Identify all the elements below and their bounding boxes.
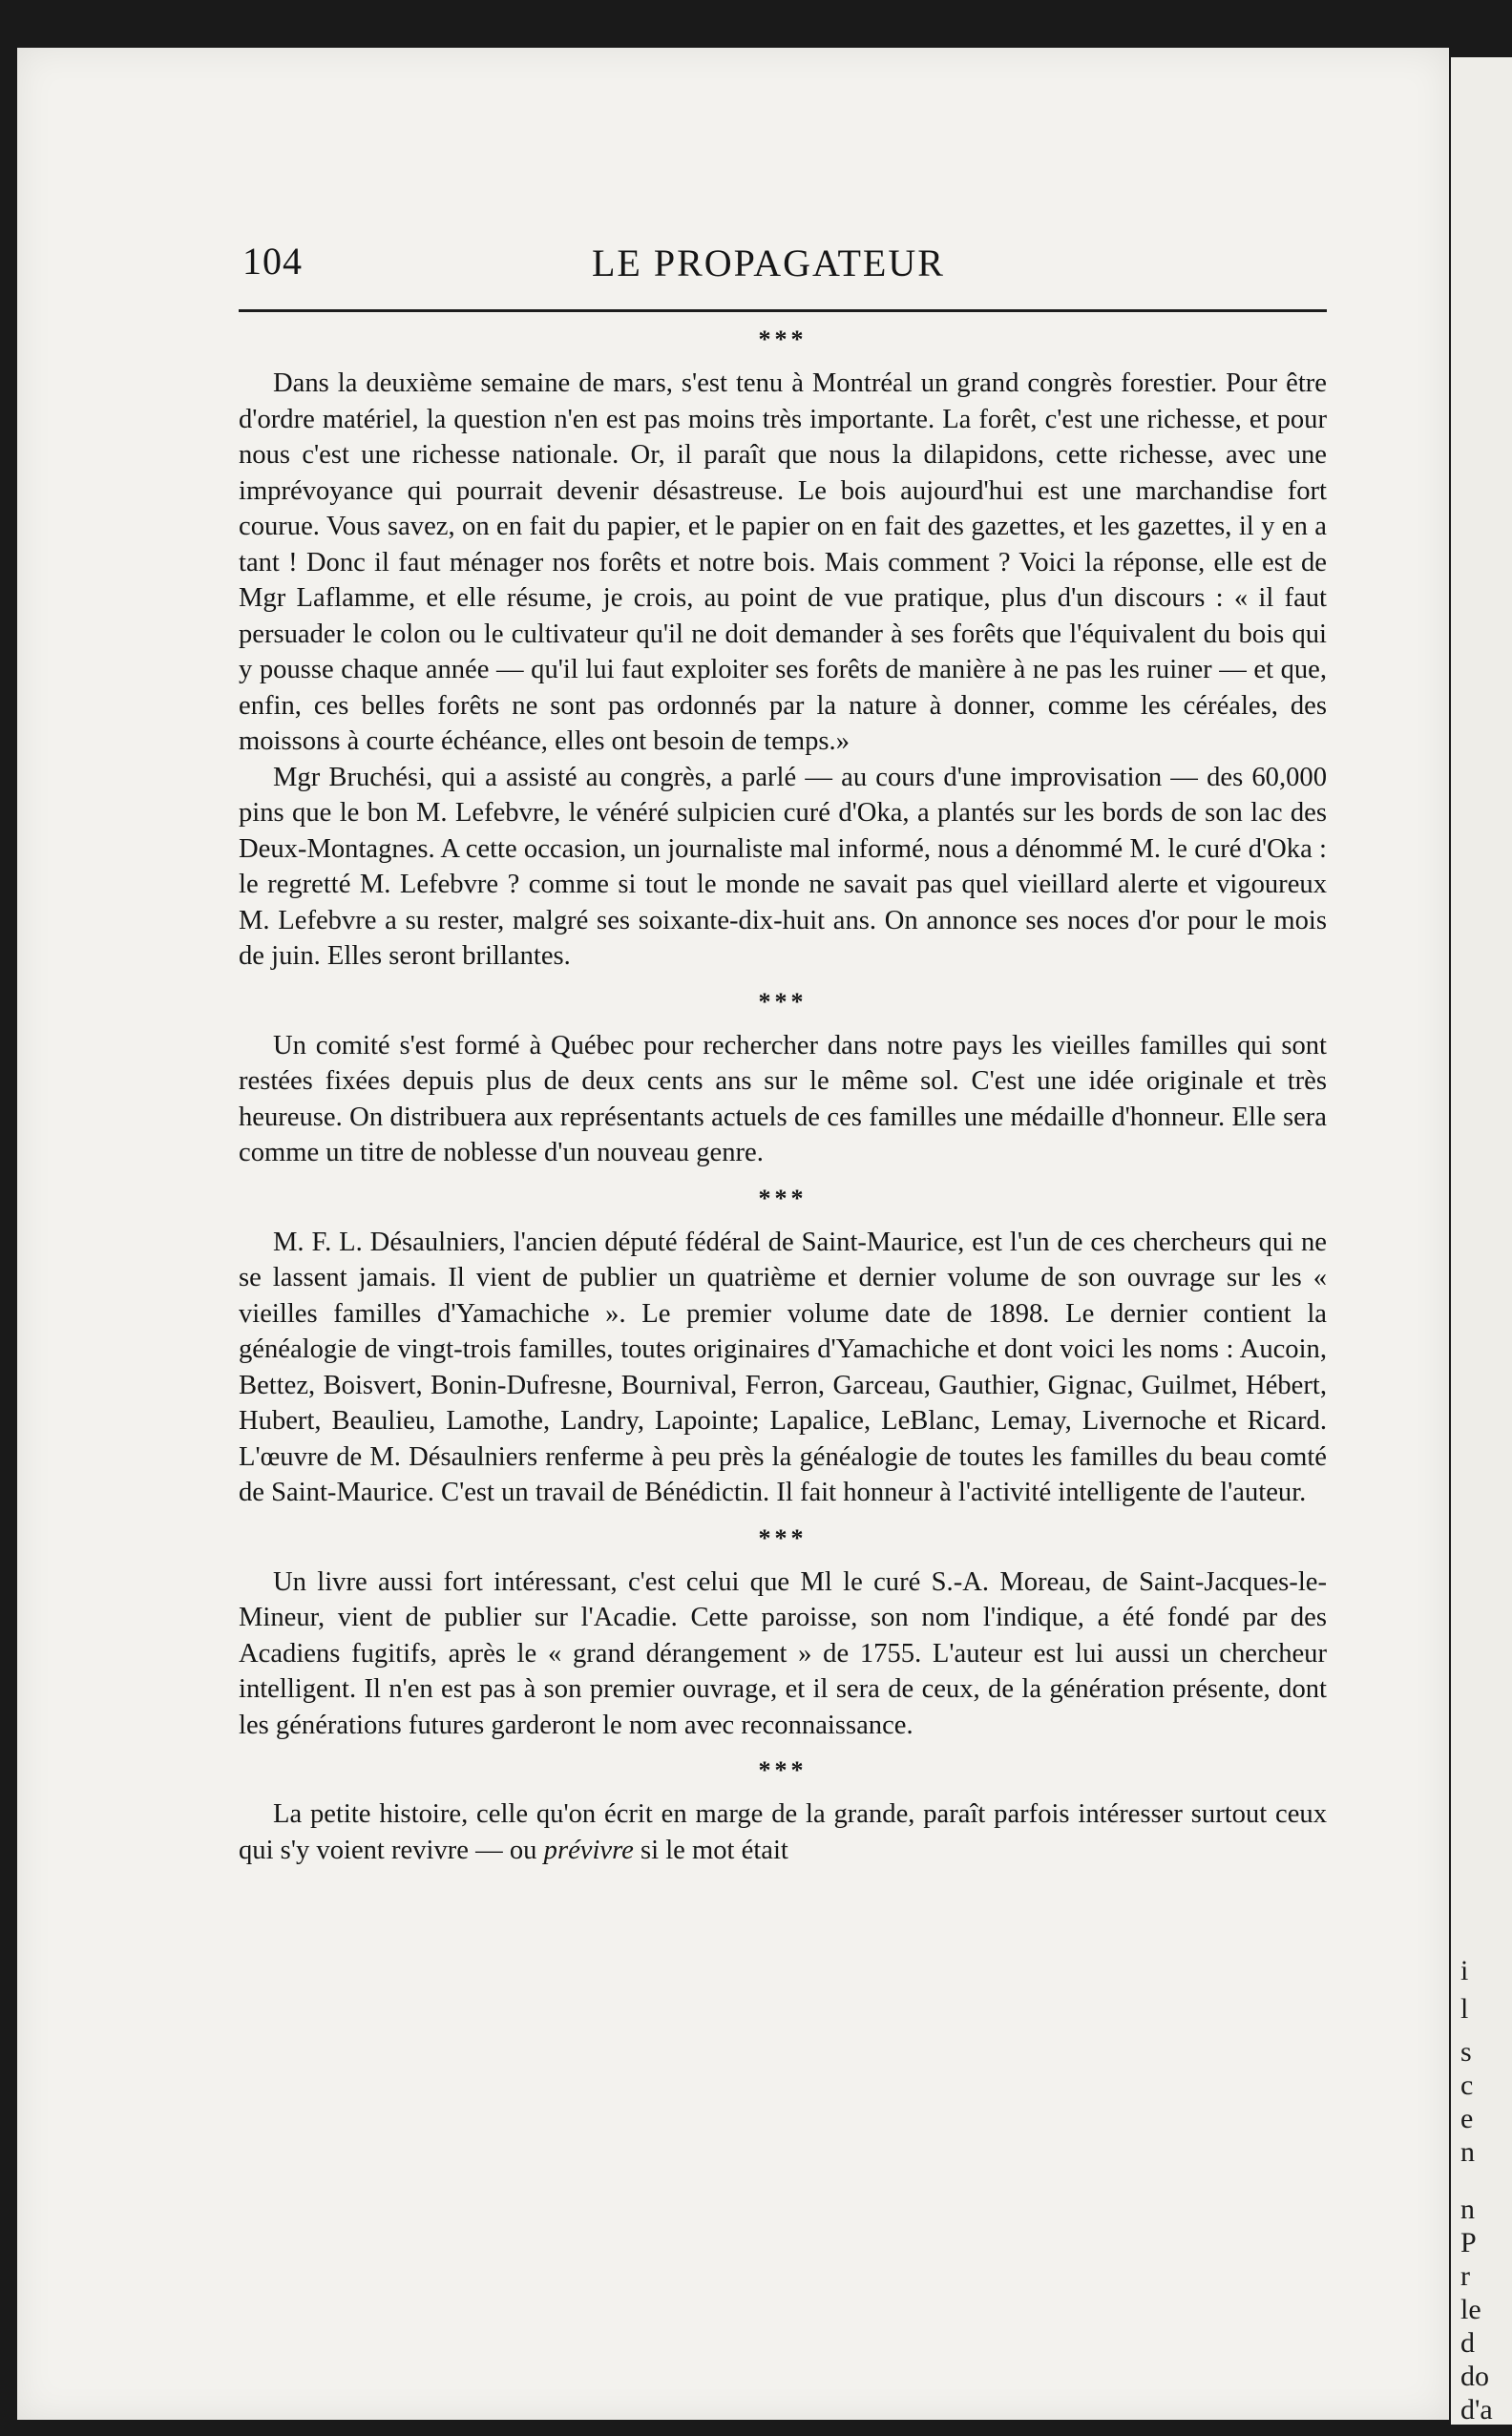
section-separator: *** [758,1523,808,1552]
running-title: LE PROPAGATEUR [592,242,945,284]
paragraph: Mgr Bruchési, qui a assisté au congrès, a parlé — au cours d'une improvisation — des 60,000 pins que le bon M. Lefebvre, le vénéré sulpicien curé d'Oka, a plantés sur les bords de son lac des Deux-Montagnes. A cette occasion, un journaliste mal informé, nous a dénommé M. le curé d'Oka : le regretté M. Lefebvre ? comme si tout le monde ne savait pas quel vieillard alerte et vigoureux M. Lefebvre a su rester, malgré ses soixante-dix-huit ans. On annonce ses noces d'or pour le mois de juin. Elles seront brillantes. [239,762,1327,971]
paragraph: Dans la deuxième semaine de mars, s'est tenu à Montréal un grand congrès forestier. Pour être d'ordre matériel, la question n'en est pas moins très importante. La forêt, c'est une richesse, et pour nous c'est une richesse nationale. Or, il paraît que nous la dilapidons, cette richesse, avec une imprévoyance qui pourrait devenir désastreuse. Le bois aujourd'hui est une marchandise fort courue. Vous savez, on en fait du papier, et le papier on en fait des gazettes, et les gazettes, il y en a tant ! Donc il faut ménager nos forêts et notre bois. Mais comment ? Voici la réponse, elle est de Mgr Laflamme, et elle résume, je crois, au point de vue pratique, plus d'un discours : « il faut persuader le colon ou le cultivateur qu'il ne doit demander à ses forêts que l'équivalent du bois qui y pousse chaque année — qu'il lui faut exploiter ses forêts de manière à ne pas les ruiner — et que, enfin, ces belles forêts ne sont pas ordonnés par la nature à donner, comme les céréales, des moissons à courte échéance, elles ont besoin de temps.» [239,368,1327,756]
final-text-start: La petite histoire, celle qu'on écrit en marge de la grande, paraît parfois intéresser surtout ceux qui s'y voient revivre — ou [239,1799,1327,1865]
paragraph: Un comité s'est formé à Québec pour rechercher dans notre pays les vieilles familles qui sont restées fixées depuis plus de deux cents ans sur le même sol. C'est une idée originale et très heureuse. On distribuera aux représentants actuels de ces familles une médaille d'honneur. Elle sera comme un titre de noblesse d'un nouveau genre. [239,1030,1327,1167]
section-desaulniers [239,1185,1327,1511]
edge-fragment: d'a [1460,2394,1493,2425]
edge-fragment: r [1460,2260,1470,2292]
edge-fragment: do [1460,2361,1489,2392]
page-header [239,239,1327,292]
edge-fragment: i [1460,1955,1469,1986]
edge-fragment: d [1460,2327,1475,2359]
edge-fragment: c [1460,2069,1474,2101]
paragraph-final [239,1796,1327,1868]
section-acadie-book [239,1524,1327,1744]
section-old-families-committee [239,988,1327,1171]
header-rule [239,309,1327,312]
final-text-end: si le mot était [633,1835,788,1865]
edge-fragment: l [1460,1993,1469,2025]
edge-fragment: le [1460,2294,1481,2325]
section-separator: *** [758,987,808,1016]
section-separator: *** [758,1756,808,1784]
paragraph: Un livre aussi fort intéressant, c'est celui que Ml le curé S.-A. Moreau, de Saint-Jacques-le-Mineur, vient de publier sur l'Acadie. Cette paroisse, son nom l'indique, a été fondé par des Acadiens fugitifs, après le « grand dérangement » de 1755. L'auteur est lui aussi un chercheur intelligent. Il n'en est pas à son premier ouvrage, et il sera de ceux, de la génération présente, dont les générations futures garderont le nom avec reconnaissance. [239,1566,1327,1740]
final-text-italic: prévivre [543,1835,634,1865]
page-number: 104 [242,240,303,283]
section-forest-congress [239,326,1327,975]
edge-fragment: n [1460,2136,1475,2168]
section-separator: *** [758,1184,808,1212]
edge-fragment: e [1460,2103,1474,2134]
edge-fragment: P [1460,2227,1477,2258]
paragraph: M. F. L. Désaulniers, l'ancien député fédéral de Saint-Maurice, est l'un de ces chercheurs qui ne se lassent jamais. Il vient de publier un quatrième et dernier volume de son ouvrage sur les « vieilles familles d'Yamachiche ». Le premier volume date de 1898. Le dernier contient la généalogie de vingt-trois familles, toutes originaires d'Yamachiche et dont voici les noms : Aucoin, Bettez, Boisvert, Bonin-Dufresne, Bournival, Ferron, Garceau, Gauthier, Gignac, Guilmet, Hébert, Hubert, Beaulieu, Lamothe, Landry, Lapointe; Lapalice, LeBlanc, Lemay, Livernoche et Ricard. L'œuvre de M. Désaulniers renferme à peu près la généalogie de toutes les familles du beau comté de Saint-Maurice. C'est un travail de Bénédictin. Il fait honneur à l'activité intelligente de l'auteur. [239,1227,1327,1507]
section-separator: *** [758,326,808,353]
page-content [239,239,1327,1874]
facing-page-edge [1451,57,1512,2425]
edge-fragment: n [1460,2194,1475,2225]
section-petite-histoire [239,1756,1327,1868]
edge-fragment: s [1460,2036,1472,2068]
